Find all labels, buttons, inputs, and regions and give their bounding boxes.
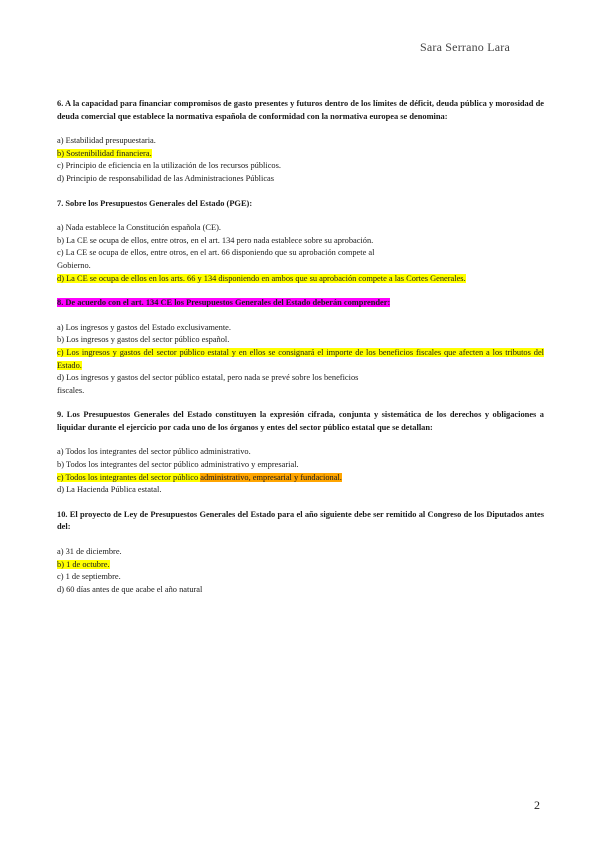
q8-option-d-line1: d) Los ingresos y gastos del sector público estatal, pero nada se prevé sobre los beneficios bbox=[57, 373, 359, 383]
q6-option-d: d) Principio de responsabilidad de las Administraciones Públicas bbox=[57, 173, 275, 183]
q10-option-a: a) 31 de diciembre. bbox=[57, 547, 122, 557]
q9-option-a: a) Todos los integrantes del sector público administrativo. bbox=[57, 447, 251, 457]
q6-option-b-highlighted: b) Sostenibilidad financiera. bbox=[57, 148, 152, 158]
q7-option-c-line1: c) La CE se ocupa de ellos, entre otros, en el art. 66 disponiendo que su aprobación compete al bbox=[57, 248, 375, 258]
document-body bbox=[57, 98, 544, 596]
question-8-options bbox=[57, 322, 544, 398]
q9-option-c-part2: administrativo, empresarial y fundacional. bbox=[200, 472, 342, 482]
q7-option-b: b) La CE se ocupa de ellos, entre otros, en el art. 134 pero nada establece sobre su aprobación. bbox=[57, 235, 374, 245]
question-9 bbox=[57, 409, 544, 497]
q10-option-d: d) 60 días antes de que acabe el año natural bbox=[57, 584, 203, 594]
q9-option-c bbox=[57, 472, 544, 485]
q10-option-c: c) 1 de septiembre. bbox=[57, 572, 121, 582]
question-8 bbox=[57, 297, 544, 397]
question-9-title: 9. Los Presupuestos Generales del Estado constituyen la expresión cifrada, conjunta y sistemática de los derechos y obligaciones a liquidar durante el ejercicio por cada uno de los órganos y entes del sector público estatal que se detallan: bbox=[57, 410, 544, 432]
author-name: Sara Serrano Lara bbox=[419, 40, 510, 54]
question-10 bbox=[57, 509, 544, 597]
q7-option-d-highlighted: d) La CE se ocupa de ellos en los arts. 66 y 134 disponiendo en ambos que su aprobación compete a las Cortes Generales. bbox=[57, 273, 466, 283]
page-number: 2 bbox=[534, 798, 540, 812]
q9-option-d: d) La Hacienda Pública estatal. bbox=[57, 485, 162, 495]
q8-option-a: a) Los ingresos y gastos del Estado exclusivamente. bbox=[57, 322, 231, 332]
question-9-options bbox=[57, 446, 544, 496]
question-10-title: 10. El proyecto de Ley de Presupuestos Generales del Estado para el año siguiente debe ser remitido al Congreso de los Diputados antes del: bbox=[57, 509, 544, 532]
question-6 bbox=[57, 98, 544, 186]
q10-option-b-highlighted: b) 1 de octubre. bbox=[57, 559, 110, 569]
q9-option-c-part1: c) Todos los integrantes del sector público bbox=[57, 472, 201, 482]
q8-option-b: b) Los ingresos y gastos del sector público español. bbox=[57, 335, 230, 345]
question-6-options bbox=[57, 135, 544, 185]
question-6-title: 6. A la capacidad para financiar compromisos de gasto presentes y futuros dentro de los límites de déficit, deuda pública y morosidad de deuda comercial que establece la normativa española de conformidad con la normativa europea se denomina: bbox=[57, 99, 544, 121]
q8-option-c-highlighted: c) Los ingresos y gastos del sector público estatal y en ellos se consignará el importe de los beneficios fiscales que afecten a los tributos del Estado. bbox=[57, 347, 544, 370]
q9-option-b: b) Todos los integrantes del sector público administrativo y empresarial. bbox=[57, 460, 299, 470]
question-10-options bbox=[57, 546, 544, 596]
q6-option-a: a) Estabilidad presupuestaria. bbox=[57, 136, 156, 146]
q7-option-a: a) Nada establece la Constitución española (CE). bbox=[57, 223, 221, 233]
question-7 bbox=[57, 198, 544, 286]
question-7-options bbox=[57, 222, 544, 285]
question-7-title: 7. Sobre los Presupuestos Generales del Estado (PGE): bbox=[57, 198, 253, 208]
q7-option-c-line2: Gobierno. bbox=[57, 260, 91, 270]
q8-option-d-line2: fiscales. bbox=[57, 385, 85, 395]
question-8-title-highlighted: 8. De acuerdo con el art. 134 CE los Presupuestos Generales del Estado deberán comprender: bbox=[57, 298, 391, 308]
q6-option-c: c) Principio de eficiencia en la utilización de los recursos públicos. bbox=[57, 161, 281, 171]
